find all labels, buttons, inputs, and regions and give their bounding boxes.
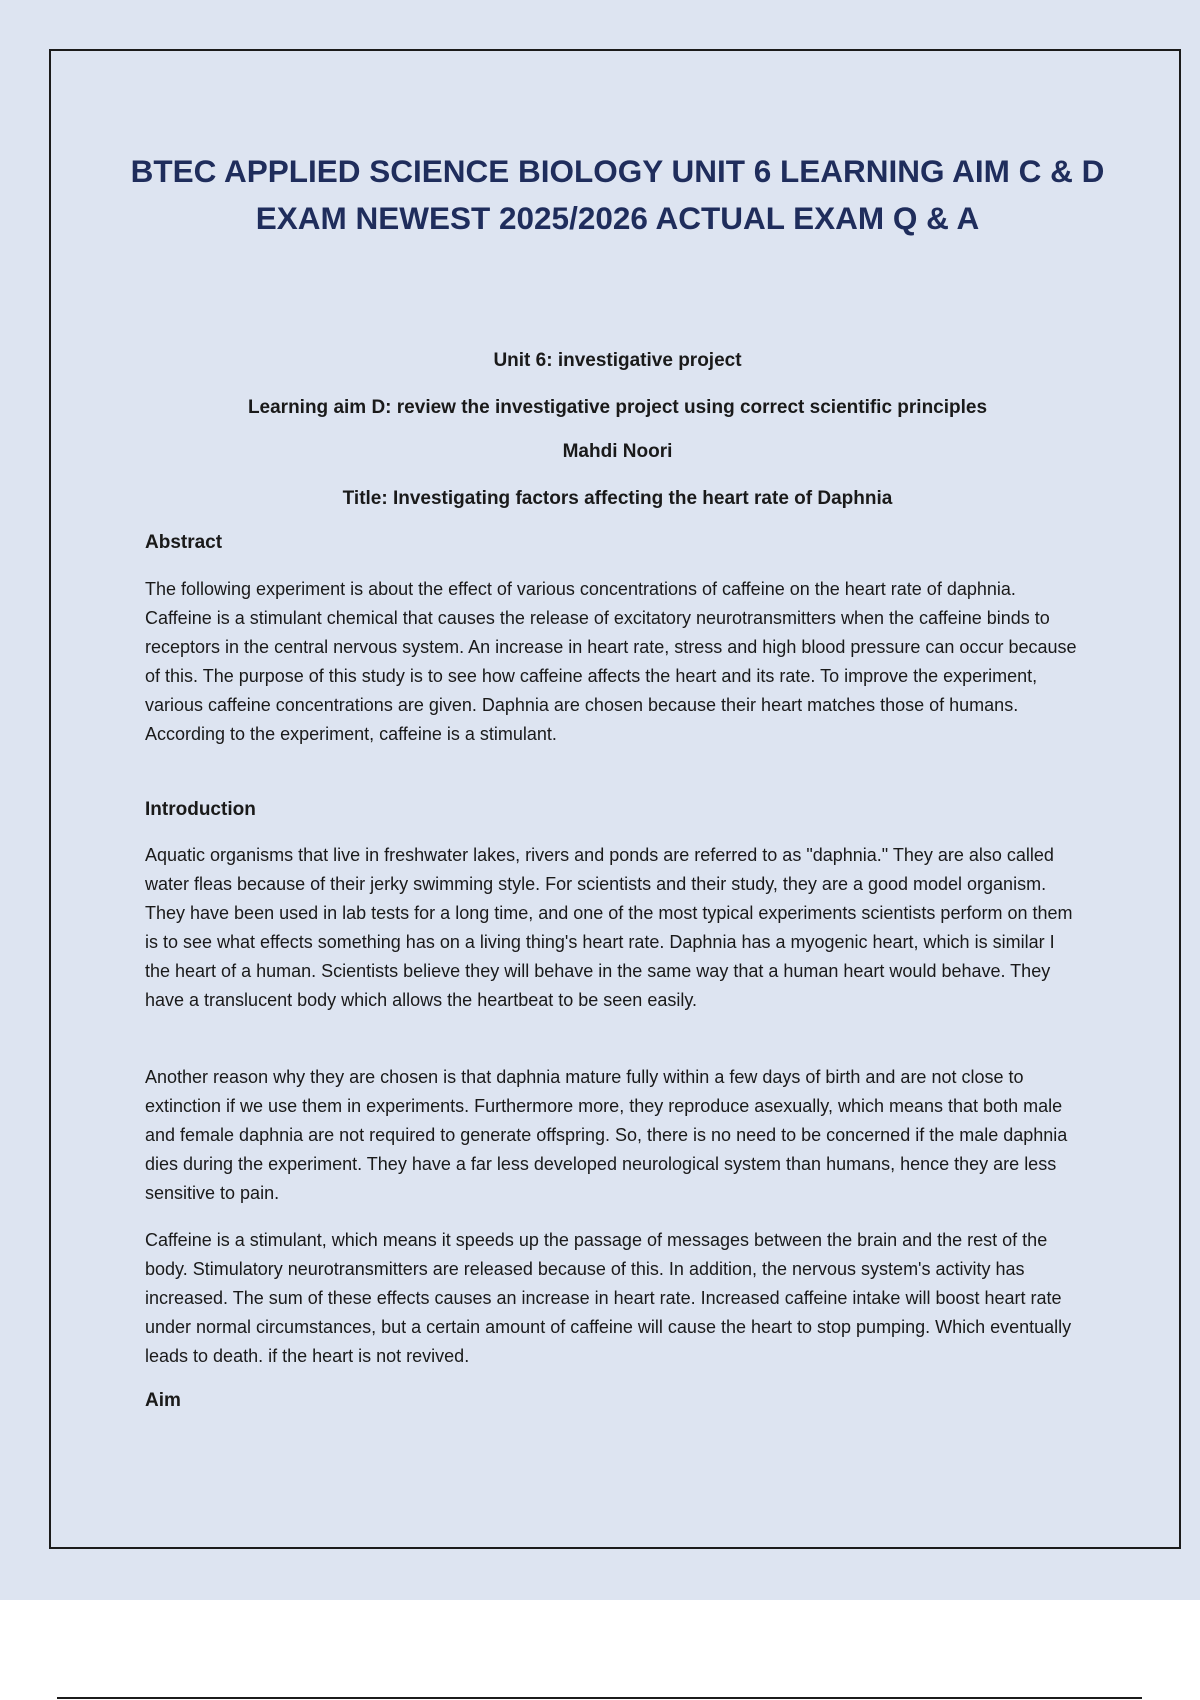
aim-heading: Aim	[145, 1390, 181, 1411]
abstract-paragraph: The following experiment is about the effect of various concentrations of caffeine on the heart rate of daphnia. Caffeine is a stimulant chemical that causes the release of excitatory neurotransmitters when the caffeine binds to receptors in the central nervous system. An increase in heart rate, stress and high blood pressure can occur because of this. The purpose of this study is to see how caffeine affects the heart and its rate. To improve the experiment, various caffeine concentrations are given. Daphnia are chosen because their heart matches those of humans. According to the experiment, caffeine is a stimulant.	[145, 579, 1077, 744]
introduction-paragraph-1: Aquatic organisms that live in freshwater lakes, rivers and ponds are referred to as "daphnia." They are also called water fleas because of their jerky swimming style. For scientists and their study, they are a good model organism. They have been used in lab tests for a long time, and one of the most typical experiments scientists perform on them is to see what effects something has on a living thing's heart rate. Daphnia has a myogenic heart, which is similar I the heart of a human. Scientists believe they will behave in the same way that a human heart would behave. They have a translucent body which allows the heartbeat to be seen easily.	[145, 845, 1073, 1010]
introduction-paragraph-3: Caffeine is a stimulant, which means it speeds up the passage of messages between the brain and the rest of the body. Stimulatory neurotransmitters are released because of this. In addition, the nervous system's activity has increased. The sum of these effects causes an increase in heart rate. Increased caffeine intake will boost heart rate under normal circumstances, but a certain amount of caffeine will cause the heart to stop pumping. Which eventually leads to death. if the heart is not revived.	[145, 1230, 1072, 1366]
learning-aim-line: Learning aim D: review the investigative project using correct scientific principles	[247, 397, 988, 418]
document-title-line-2: EXAM NEWEST 2025/2026 ACTUAL EXAM Q & A	[255, 200, 980, 236]
introduction-heading: Introduction	[145, 799, 256, 820]
abstract-heading: Abstract	[145, 532, 223, 553]
project-title: Title: Investigating factors affecting the heart rate of Daphnia	[342, 488, 893, 509]
author-name: Mahdi Noori	[562, 441, 673, 462]
introduction-paragraph-2: Another reason why they are chosen is that daphnia mature fully within a few days of birth and are not close to extinction if we use them in experiments. Furthermore more, they reproduce asexually, which means that both male and female daphnia are not required to generate offspring. So, there is no need to be concerned if the male daphnia dies during the experiment. They have a far less developed neurological system than humans, hence they are less sensitive to pain.	[145, 1067, 1068, 1203]
unit-line: Unit 6: investigative project	[493, 350, 742, 371]
footer-divider	[57, 1697, 1142, 1699]
document-title-line-1: BTEC APPLIED SCIENCE BIOLOGY UNIT 6 LEARNING AIM C & D	[130, 153, 1105, 189]
document-title	[100, 148, 1135, 242]
